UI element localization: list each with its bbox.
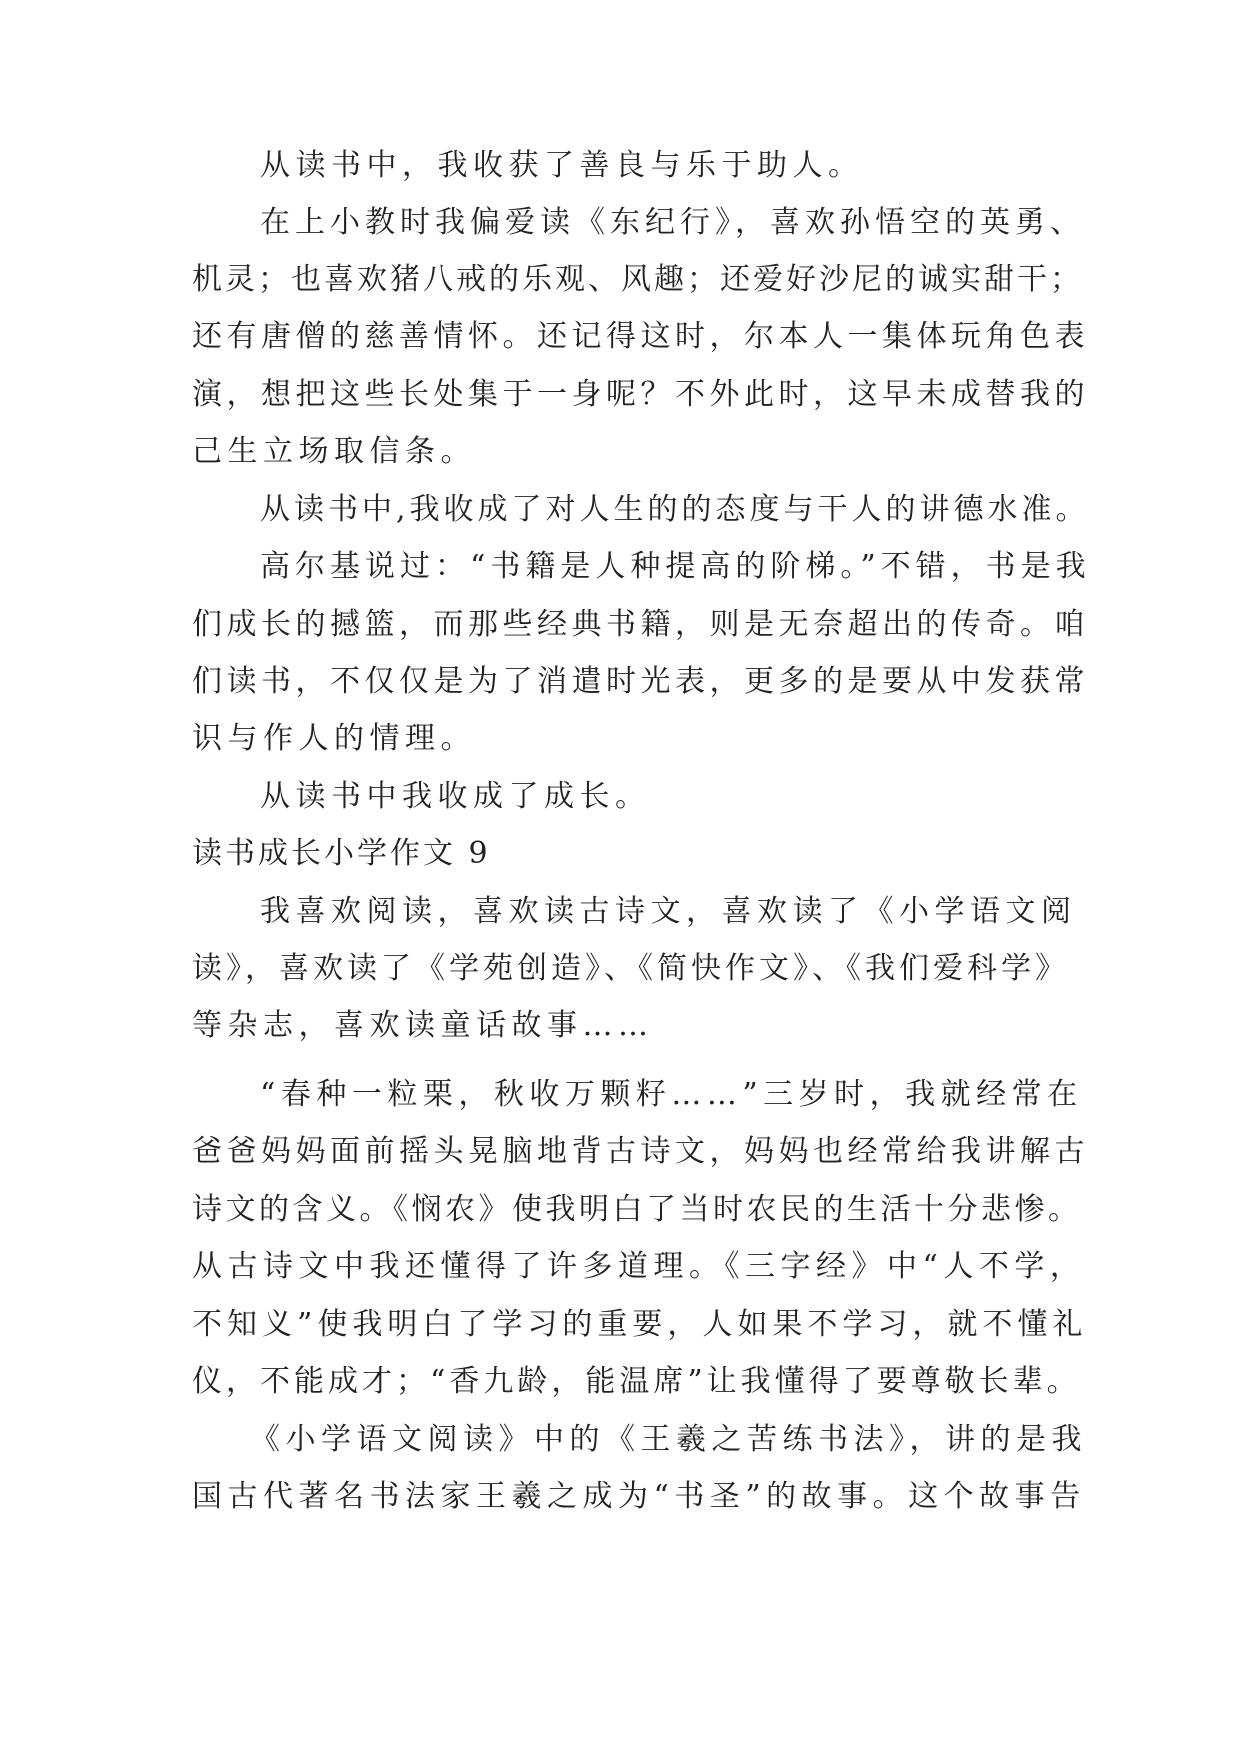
paragraph-line: 在上小教时我偏爱读《东纪行》，喜欢孙悟空的英勇、 <box>260 205 1085 240</box>
paragraph-line: 《小学语文阅读》中的《王羲之苦练书法》，讲的是我 <box>250 1422 1087 1457</box>
paragraph-line: 从读书中，我收获了善良与乐于助人。 <box>260 148 864 183</box>
section-heading: 读书成长小学作文 9 <box>192 836 491 871</box>
paragraph-line: 我喜欢阅读，喜欢读古诗文，喜欢读了《小学语文阅 <box>260 894 1077 929</box>
paragraph-line: 不知义”使我明白了学习的重要，人如果不学习，就不懂礼 <box>192 1307 1088 1342</box>
paragraph-line: 演，想把这些长处集于一身呢？不外此时，这早未成替我的 <box>192 377 1089 412</box>
paragraph-line: 高尔基说过：“书籍是人种提高的阶梯。”不错，书是我 <box>260 549 1091 584</box>
paragraph-line: 爸爸妈妈面前摇头晃脑地背古诗文，妈妈也经常给我讲解古 <box>192 1134 1089 1169</box>
paragraph-line: 从古诗文中我还懂得了许多道理。《三字经》中“人不学， <box>192 1249 1086 1284</box>
paragraph-line: 从读书中我收成了成长。 <box>260 779 651 814</box>
paragraph-line: 从读书中,我收成了对人生的的态度与干人的讲德水准。 <box>260 492 1090 527</box>
paragraph-line: 等杂志，喜欢读童话故事…… <box>192 1008 654 1043</box>
paragraph-line: 诗文的含义。《悯农》使我明白了当时农民的生活十分悲惨。 <box>192 1192 1082 1227</box>
paragraph-line: 们成长的撼篮，而那些经典书籍，则是无奈超出的传奇。咱 <box>192 607 1089 642</box>
paragraph-line: 己生立场取信条。 <box>192 434 476 469</box>
paragraph-line: 仪，不能成才；“香九龄，能温席”让我懂得了要尊敬长辈。 <box>192 1364 1081 1399</box>
paragraph-line: 识与作人的情理。 <box>192 721 476 756</box>
paragraph-line: 们读书，不仅仅是为了消遣时光表，更多的是要从中发获常 <box>192 664 1089 699</box>
paragraph-line: 机灵；也喜欢猪八戒的乐观、风趣；还爱好沙尼的诚实甜干； <box>192 262 1083 297</box>
paragraph-line: “春种一粒栗，秋收万颗籽……”三岁时，我就经常在 <box>260 1077 1083 1112</box>
paragraph-line: 国古代著名书法家王羲之成为“书圣”的故事。这个故事告 <box>192 1479 1086 1514</box>
paragraph-line: 还有唐僧的慈善情怀。还记得这时，尔本人一集体玩角色表 <box>192 319 1089 354</box>
paragraph-line: 读》，喜欢读了《学苑创造》、《简快作文》、《我们爱科学》 <box>192 951 1069 986</box>
